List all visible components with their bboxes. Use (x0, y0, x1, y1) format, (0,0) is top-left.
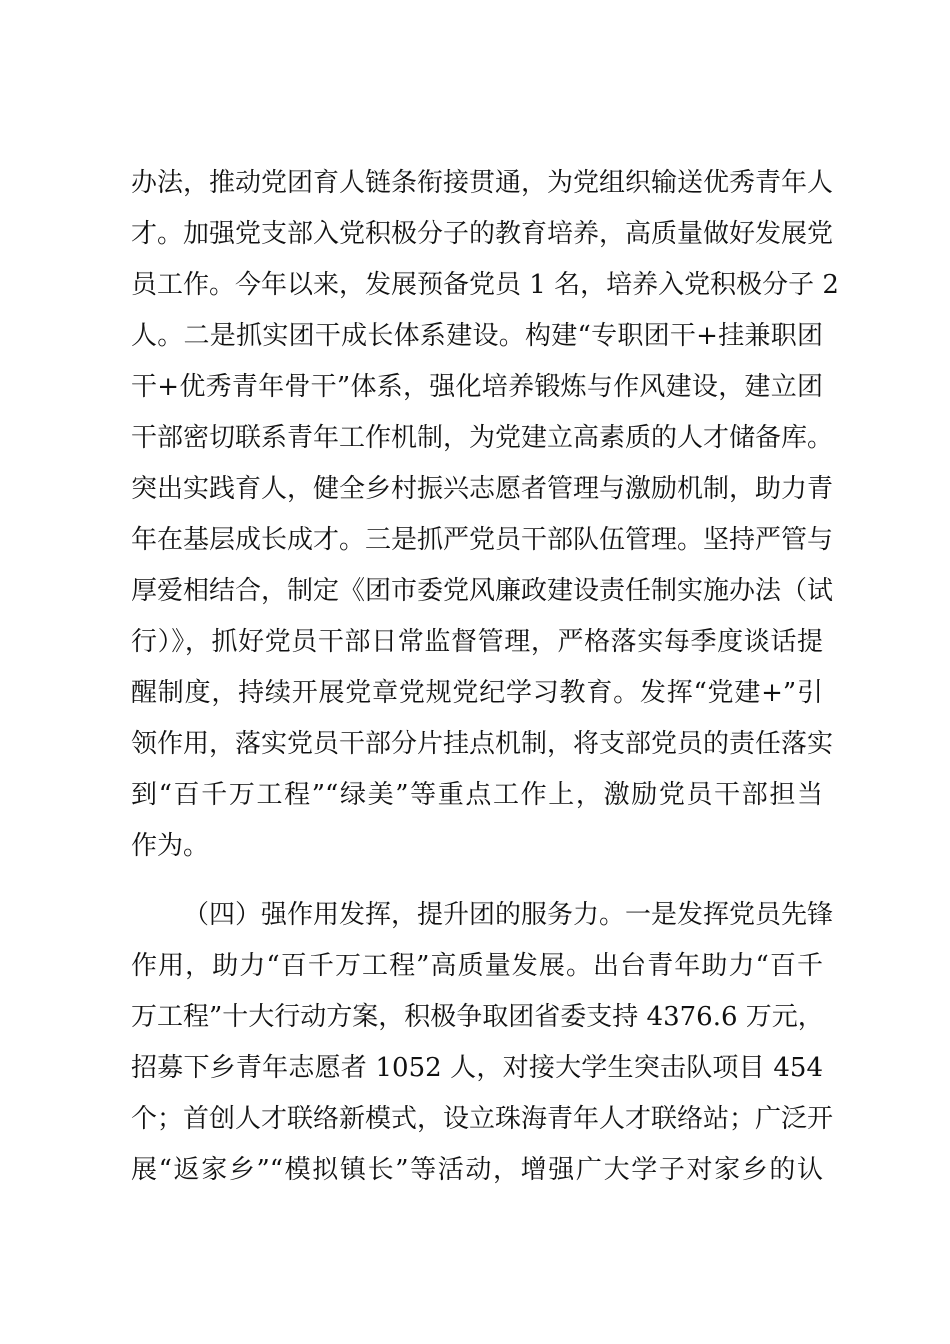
text-line: 领作用，落实党员干部分片挂点机制，将支部党员的责任落实 (131, 729, 834, 759)
text-line: 干部密切联系青年工作机制，为党建立高素质的人才储备库。 (131, 423, 834, 453)
text-line: 作为。 (131, 831, 210, 861)
text-line: 年在基层成长成才。三是抓严党员干部队伍管理。坚持严管与 (131, 525, 834, 555)
text-line: 到“百千万工程”“绿美”等重点工作上，激励党员干部担当 (131, 780, 823, 810)
text-line: 万工程”十大行动方案，积极争取团省委支持 4376.6 万元， (131, 1002, 824, 1032)
text-line: 员工作。今年以来，发展预备党员 1 名，培养入党积极分子 2 (131, 270, 839, 300)
text-line: 办法，推动党团育人链条衔接贯通，为党组织输送优秀青年人 (131, 168, 834, 198)
text-line: 作用，助力“百千万工程”高质量发展。出台青年助力“百千 (131, 951, 823, 981)
text-line: 干+优秀青年骨干”体系，强化培养锻炼与作风建设，建立团 (131, 372, 823, 402)
text-line: 行）》，抓好党员干部日常监督管理，严格落实每季度谈话提 (131, 627, 823, 657)
text-line: 醒制度，持续开展党章党规党纪学习教育。发挥“党建+”引 (131, 678, 823, 708)
text-line: 招募下乡青年志愿者 1052 人，对接大学生突击队项目 454 (131, 1053, 823, 1083)
text-line: 展“返家乡”“模拟镇长”等活动，增强广大学子对家乡的认 (131, 1155, 823, 1185)
text-line: 突出实践育人，健全乡村振兴志愿者管理与激励机制，助力青 (131, 474, 834, 504)
text-line: 人。二是抓实团干成长体系建设。构建“专职团干+挂兼职团 (131, 321, 823, 351)
text-line: 个；首创人才联络新模式，设立珠海青年人才联络站；广泛开 (131, 1104, 834, 1134)
section-heading-line: （四）强作用发挥，提升团的服务力。一是发挥党员先锋 (183, 900, 834, 930)
text-line: 厚爱相结合，制定《团市委党风廉政建设责任制实施办法（试 (131, 576, 834, 606)
text-line: 才。加强党支部入党积极分子的教育培养，高质量做好发展党 (131, 219, 834, 249)
